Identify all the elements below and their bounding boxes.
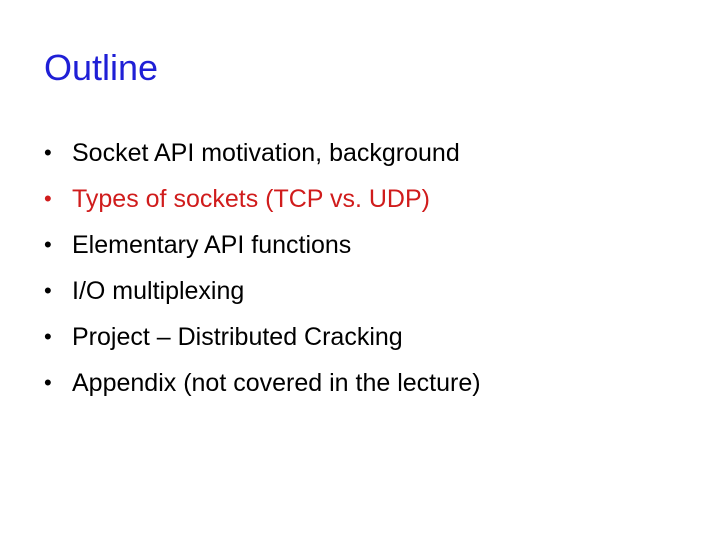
bullet-text: Socket API motivation, background (72, 139, 460, 167)
bullet-icon: • (44, 324, 52, 349)
bullet-icon: • (44, 370, 52, 395)
bullet-text: Appendix (not covered in the lecture) (72, 369, 481, 397)
bullet-icon: • (44, 278, 52, 303)
bullet-text: Elementary API functions (72, 231, 352, 259)
bullet-icon: • (44, 186, 52, 211)
bullet-icon: • (44, 232, 52, 257)
bullet-text: I/O multiplexing (72, 277, 245, 305)
bullet-text: Project – Distributed Cracking (72, 323, 403, 351)
slide-title: Outline (44, 47, 159, 88)
bullet-icon: • (44, 140, 52, 165)
bullet-text: Types of sockets (TCP vs. UDP) (72, 185, 430, 213)
